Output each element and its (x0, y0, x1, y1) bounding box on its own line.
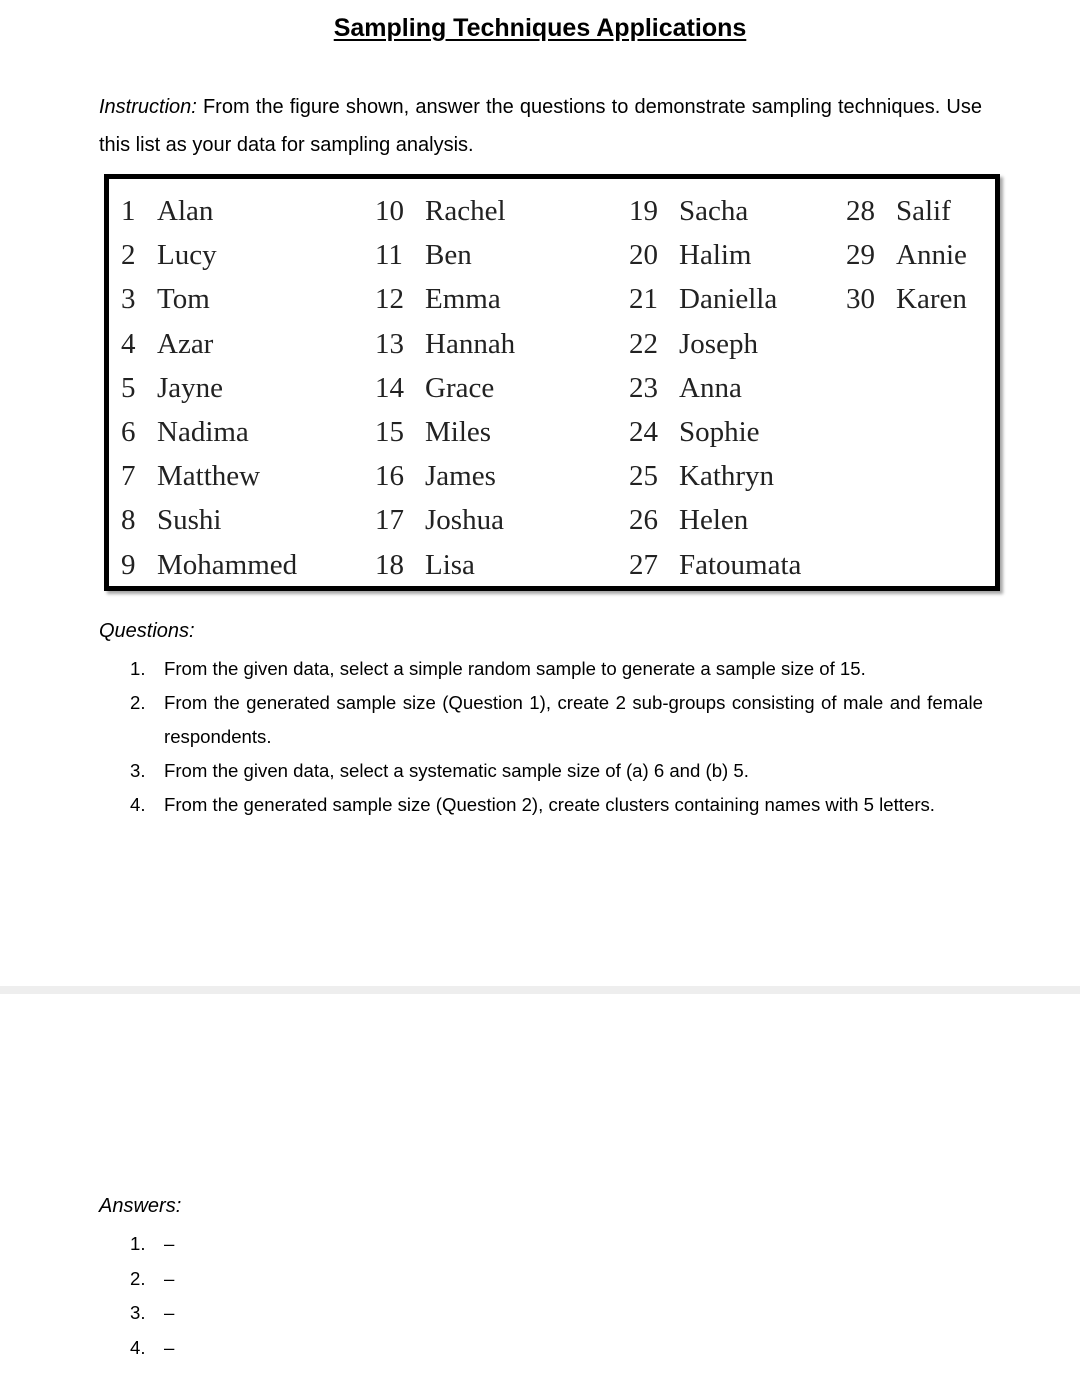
name-entry: 11 Ben (375, 239, 472, 272)
question-item: 3. From the given data, select a systematic sample size of (a) 6 and (b) 5. (130, 760, 749, 781)
name-entry: 23 Anna (629, 371, 742, 404)
name-entry: 2 Lucy (121, 239, 217, 272)
answer-field[interactable]: – (164, 1302, 175, 1323)
name-entry: 6 Nadima (121, 415, 249, 448)
name-entry: 9 Mohammed (121, 548, 298, 581)
instruction-paragraph (99, 88, 982, 164)
question-item: 1. From the given data, select a simple random sample to generate a sample size of 15. (130, 658, 866, 679)
name-entry: 28 Salif (846, 195, 951, 227)
name-entry: 29 Annie (846, 239, 967, 272)
questions-heading: Questions: (99, 620, 195, 642)
name-entry: 12 Emma (375, 283, 501, 316)
answer-field[interactable]: – (164, 1233, 175, 1254)
question-item: 2. From the generated sample size (Question 1), create 2 sub-groups consisting of male and female respondents. (130, 692, 983, 747)
names-column-2 (375, 189, 515, 587)
instruction-text: From the figure shown, answer the questions to demonstrate sampling techniques. Use this list as your data for sampling analysis. (99, 96, 982, 156)
answer-field[interactable]: – (164, 1267, 175, 1289)
name-entry: 4 Azar (121, 327, 214, 360)
name-entry: 15 Miles (375, 415, 492, 448)
document-page-2 (0, 994, 1080, 1380)
answers-list (130, 1227, 174, 1365)
name-entry: 30 Karen (846, 283, 967, 316)
name-entry: 16 James (375, 460, 496, 493)
name-entry: 18 Lisa (375, 548, 475, 581)
names-column-4 (846, 189, 967, 322)
name-entry: 20 Halim (629, 239, 752, 272)
page-separator (0, 986, 1080, 994)
name-entry: 1 Alan (121, 195, 214, 227)
name-entry: 21 Daniella (629, 283, 778, 316)
answer-item: 1. – (130, 1233, 175, 1254)
answer-item: 2. – (130, 1267, 175, 1289)
name-entry: 25 Kathryn (629, 460, 775, 493)
name-entry: 13 Hannah (375, 327, 516, 360)
instruction-label: Instruction: (99, 96, 197, 118)
name-entry: 22 Joseph (629, 327, 758, 360)
names-column-1 (121, 189, 297, 587)
name-entry: 10 Rachel (375, 195, 506, 227)
answers-heading: Answers: (99, 1195, 182, 1217)
name-entry: 19 Sacha (629, 195, 749, 227)
name-entry: 26 Helen (629, 504, 749, 537)
questions-list (130, 652, 983, 822)
answer-item: 3. – (130, 1302, 175, 1323)
answer-field[interactable]: – (164, 1336, 175, 1358)
names-list-figure (104, 174, 1000, 591)
answer-item: 4. – (130, 1336, 175, 1358)
name-entry: 24 Sophie (629, 415, 760, 448)
question-item: 4. From the generated sample size (Question 2), create clusters containing names with 5 letters. (130, 794, 935, 815)
name-entry: 7 Matthew (121, 460, 261, 493)
name-entry: 3 Tom (121, 283, 210, 316)
name-entry: 17 Joshua (375, 504, 504, 537)
name-entry: 5 Jayne (121, 371, 224, 404)
document-title: Sampling Techniques Applications (333, 14, 747, 42)
name-entry: 14 Grace (375, 371, 495, 404)
name-entry: 27 Fatoumata (629, 548, 802, 581)
name-entry: 8 Sushi (121, 504, 222, 537)
names-column-3 (629, 189, 801, 587)
